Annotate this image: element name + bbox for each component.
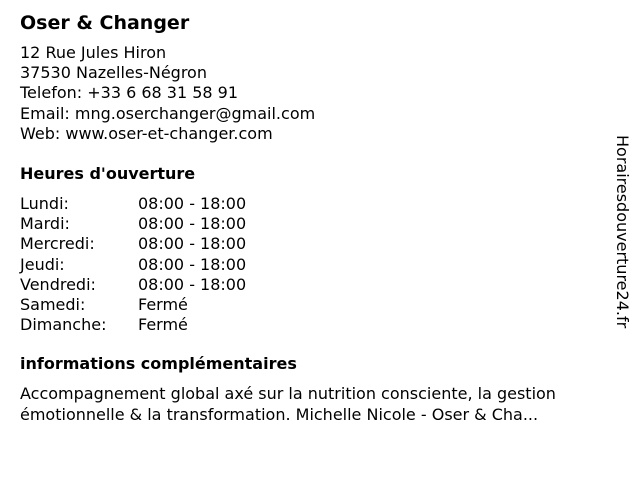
hours-row-thursday [20,255,246,275]
day-label: Samedi: [20,294,86,314]
site-watermark: Horairesdouverture24.fr [613,135,632,329]
day-label: Lundi: [20,194,69,213]
address-line-1: 12 Rue Jules Hiron [20,43,167,62]
time-value: Fermé [138,294,188,314]
hours-row-saturday [20,295,246,315]
time-value: Fermé [138,315,188,335]
day-label: Vendredi: [20,274,96,294]
hours-row-wednesday [20,234,246,254]
day-label: Mercredi: [20,234,95,254]
time-value: 08:00 - 18:00 [138,194,247,213]
time-value: 08:00 - 18:00 [138,234,247,254]
opening-hours-heading: Heures d'ouverture [20,164,196,183]
phone-text: Telefon: +33 6 68 31 58 91 [20,83,239,103]
hours-row-sunday [20,315,246,335]
contact-block [20,43,315,144]
time-value: 08:00 - 18:00 [138,274,247,294]
day-label: Mardi: [20,214,70,234]
web-text: Web: www.oser-et-changer.com [20,123,273,143]
hours-row-monday [20,194,246,214]
business-name: Oser & Changer [20,12,190,34]
time-value: 08:00 - 18:00 [138,254,247,274]
additional-info-heading: informations complémentaires [20,354,297,373]
day-label: Jeudi: [20,254,65,274]
hours-row-friday [20,275,246,295]
email-text: Email: mng.oserchanger@gmail.com [20,103,316,123]
time-value: 08:00 - 18:00 [138,214,247,234]
additional-info-text: Accompagnement global axé sur la nutrition consciente, la gestion émotionnelle & la transformation. Michelle Nicole - Oser & Cha... [20,384,556,424]
address-line-2: 37530 Nazelles-Négron [20,63,207,83]
opening-hours-table [20,194,246,335]
day-label: Dimanche: [20,315,107,335]
hours-row-tuesday [20,214,246,234]
